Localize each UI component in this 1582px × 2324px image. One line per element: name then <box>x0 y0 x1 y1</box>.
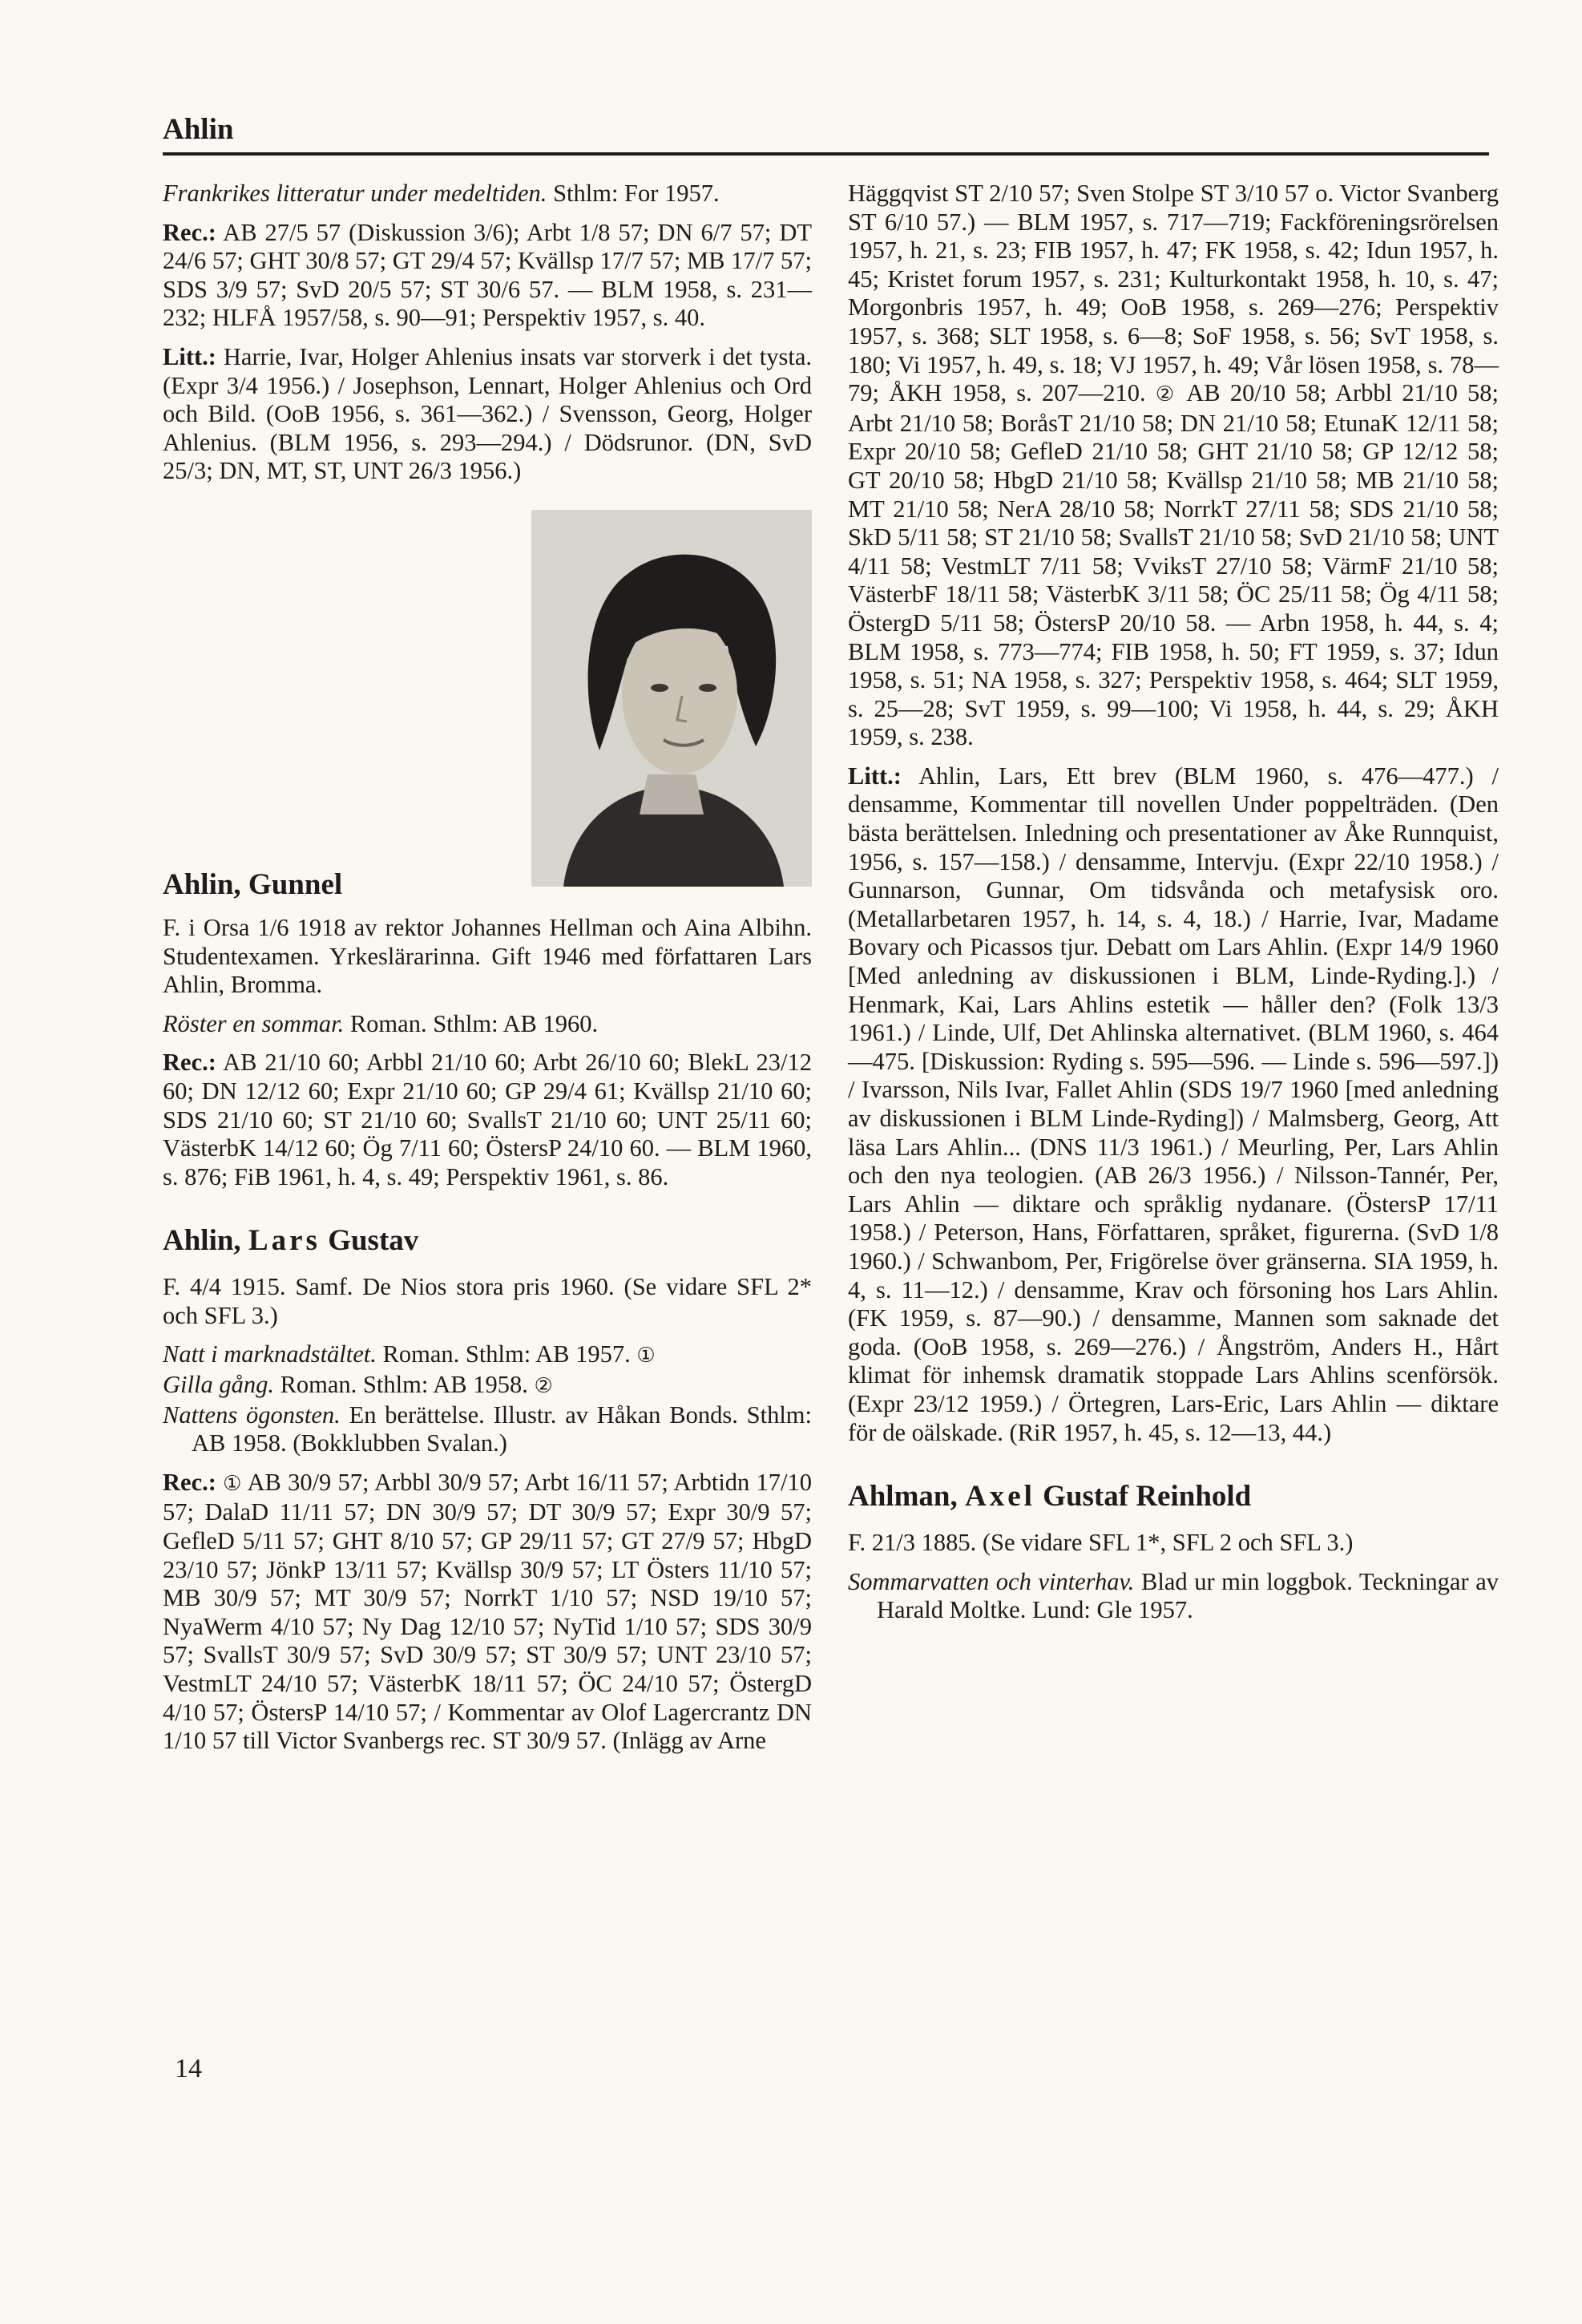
work-title: Sommarvatten och vinterhav. <box>848 1567 1135 1595</box>
work-details: Blad ur min loggbok. Teckningar av Harald Moltke. Lund: Gle 1957. <box>877 1567 1499 1624</box>
work-details: Roman. Sthlm: AB 1957. <box>376 1340 637 1368</box>
work-entry <box>848 1568 1499 1625</box>
literature-paragraph <box>163 343 812 486</box>
literature-text: Ahlin, Lars, Ett brev (BLM 1960, s. 476—477.) / densamme, Kommentar till novellen Under poppelträden. (Den bästa berättelsen. Inledning och presentationer av Åke Runnquist, 1956, s. 157—158.) / densamme, Intervju. (Expr 22/10 1958.) / Gunnarson, Gunnar, Om tidsvånda och metafysisk oro. (Metallarbetaren 1957, h. 14, s. 4, 18.) / Harrie, Ivar, Madame Bovary och Picassos tjur. Debatt om Lars Ahlin. (Expr 14/9 1960 [Med anledning av diskussionen i BLM, Linde-Ryding.].) / Henmark, Kai, Lars Ahlins estetik — håller den? (Folk 13/3 1961.) / Linde, Ulf, Det Ahlinska alternativet. (BLM 1960, s. 464—475. [Diskussion: Ryding s. 595—596. — Linde s. 596—597.]) / Ivarsson, Nils Ivar, Fallet Ahlin (SDS 19/7 1960 [med anledning av diskussionen i BLM Linde-Ryding]) / Malmsberg, Georg, Att läsa Lars Ahlin... (DNS 11/3 1961.) / Meurling, Per, Lars Ahlin och den nya teologien. (AB 26/3 1956.) / Nilsson-Tannér, Per, Lars Ahlin — diktare och språklig nydanare. (ÖstersP 17/11 1958.) / Peterson, Hans, Författaren, språket, figurerna. (SvD 1/8 1960.) / Schwanbom, Per, Frigörelse över gränserna. SIA 1959, h. 4, s. 11—12.) / densamme, Krav och försoning hos Lars Ahlin. (FK 1959, s. 87—90.) / densamme, Mannen som saknade det goda. (OoB 1958, s. 269—276.) / Ångström, Anders H., Hårt klimat för inhemsk dramatik stoppade Lars Ahlins scenförsök. (Expr 23/12 1959.) / Örtegren, Lars-Eric, Lars Ahlin — diktare för de oälskade. (RiR 1957, h. 45, s. 12—13, 44.) <box>848 762 1499 1446</box>
literature-text: Harrie, Ivar, Holger Ahlenius insats var storverk i det tysta. (Expr 3/4 1956.) / Josephson, Lennart, Holger Ahlenius och Ord och Bild. (OoB 1956, s. 361—362.) / Svensson, Georg, Holger Ahlenius. (BLM 1956, s. 293—294.) / Dödsrunor. (DN, SvD 25/3; DN, MT, ST, UNT 26/3 1956.) <box>163 342 812 485</box>
left-column <box>163 180 812 1766</box>
portrait-photo <box>531 510 812 887</box>
reviews-paragraph <box>163 1049 812 1191</box>
rec-label: Rec.: <box>163 1468 216 1496</box>
author-heading-gunnel: Ahlin, Gunnel <box>163 868 343 902</box>
literature-paragraph <box>848 762 1499 1447</box>
portrait-illustration <box>531 510 812 887</box>
author-heading-lars <box>163 1223 812 1259</box>
rec-label: Rec.: <box>163 1049 216 1077</box>
reviews-paragraph <box>163 219 812 333</box>
work-title: Natt i marknadstältet. <box>163 1340 377 1368</box>
work-details: Roman. Sthlm: AB 1958. <box>273 1371 535 1399</box>
work-title: Frankrikes litteratur under medeltiden. <box>163 180 547 207</box>
running-head: Ahlin <box>163 113 234 146</box>
author-bio: F. i Orsa 1/6 1918 av rektor Johannes Hellman och Aina Albihn. Studentexamen. Yrkeslärarinna. Gift 1946 med författaren Lars Ahlin, Bromma. <box>163 913 812 999</box>
circled-two-marker: ② <box>534 1374 553 1399</box>
author-bio: F. 21/3 1885. (Se vidare SFL 1*, SFL 2 och SFL 3.) <box>848 1529 1354 1557</box>
heading-given-name: Axel <box>964 1480 1035 1514</box>
work-title: Röster en sommar. <box>163 1009 345 1037</box>
author-bio: F. 4/4 1915. Samf. De Nios stora pris 1960. (Se vidare SFL 2* och SFL 3.) <box>163 1273 812 1329</box>
reviews-text: AB 21/10 60; Arbbl 21/10 60; Arbt 26/10 60; BlekL 23/12 60; DN 12/12 60; Expr 21/10 60; GP 29/4 61; Kvällsp 21/10 60; SDS 21/10 60; ST 21/10 60; SvallsT 21/10 60; UNT 25/11 60; VästerbK 14/12 60; Ög 7/11 60; ÖstersP 24/10 60. — BLM 1960, s. 876; FiB 1961, h. 4, s. 49; Perspektiv 1961, s. 86. <box>163 1049 812 1190</box>
heading-surname: Ahlman, <box>848 1480 965 1514</box>
work-title: Nattens ögonsten. <box>163 1400 341 1429</box>
heading-given-name: Lars <box>248 1224 321 1258</box>
reviews-paragraph <box>163 1469 812 1756</box>
work-entry <box>163 1401 812 1458</box>
work-entry <box>163 1340 812 1371</box>
circled-one-marker: ① <box>636 1344 656 1368</box>
work-title: Gilla gång. <box>163 1371 274 1399</box>
work-entry <box>163 1371 812 1401</box>
reviews-text: AB 27/5 57 (Diskussion 3/6); Arbt 1/8 57; DN 6/7 57; DT 24/6 57; GHT 30/8 57; GT 29/4 57; Kvällsp 17/7 57; MB 17/7 57; SDS 3/9 57; SvD 20/5 57; ST 30/6 57. — BLM 1958, s. 231—232; HLFÅ 1957/58, s. 90—91; Perspektiv 1957, s. 40. <box>163 218 812 332</box>
entry-paragraph <box>163 180 812 208</box>
work-entry <box>163 1010 812 1039</box>
work-details: Sthlm: For 1957. <box>547 180 720 207</box>
header-rule <box>163 152 1489 156</box>
reviews-text: AB 30/9 57; Arbbl 30/9 57; Arbt 16/11 57; Arbtidn 17/10 57; DalaD 11/11 57; DN 30/9 57; DT 30/9 57; Expr 30/9 57; GefleD 5/11 57; GHT 8/10 57; GP 29/11 57; GT 27/9 57; HbgD 23/10 57; JönkP 13/11 57; Kvällsp 30/9 57; LT Östers 11/10 57; MB 30/9 57; MT 30/9 57; NorrkT 1/10 57; NSD 19/10 57; NyaWerm 4/10 57; Ny Dag 12/10 57; NyTid 1/10 57; SDS 30/9 57; SvallsT 30/9 57; SvD 30/9 57; ST 30/9 57; UNT 23/10 57; VestmLT 24/10 57; VästerbK 18/11 57; ÖC 24/10 57; ÖstergD 4/10 57; ÖstersP 14/10 57; / Kommentar av Olof Lagercrantz DN 1/10 57 till Victor Svanbergs rec. ST 30/9 57. (Inlägg av Arne <box>163 1468 812 1755</box>
heading-rest: Gustaf Reinhold <box>1035 1480 1252 1514</box>
heading-rest: Gustav <box>320 1224 419 1258</box>
litt-label: Litt.: <box>163 342 216 370</box>
circled-one-marker: ① <box>223 1471 242 1496</box>
circled-two-marker: ② <box>1155 382 1178 407</box>
work-details: En berättelse. Illustr. av Håkan Bonds. Sthlm: AB 1958. (Bokklubben Svalan.) <box>192 1400 812 1457</box>
litt-label: Litt.: <box>848 762 902 790</box>
reviews-text: Häggqvist ST 2/10 57; Sven Stolpe ST 3/10 57 o. Victor Svanberg ST 6/10 57.) — BLM 1957, s. 717—719; Fackföreningsrörelsen 1957, h. 21, s. 23; FIB 1957, h. 47; FK 1958, s. 42; Idun 1957, h. 45; Kristet forum 1957, s. 231; Kulturkontakt 1958, h. 10, s. 47; Morgonbris 1957, h. 49; OoB 1958, s. 269—276; Perspektiv 1957, s. 368; SLT 1958, s. 6—8; SoF 1958, s. 56; SvT 1958, s. 180; Vi 1957, h. 49, s. 18; VJ 1957, h. 49; Vår lösen 1958, s. 78—79; ÅKH 1958, s. 207—210. <box>848 180 1499 407</box>
reviews-text: AB 20/10 58; Arbbl 21/10 58; Arbt 21/10 58; BoråsT 21/10 58; DN 21/10 58; EtunaK 12/11 58; Expr 20/10 58; GefleD 21/10 58; GHT 21/10 58; GP 12/12 58; GT 20/10 58; HbgD 21/10 58; Kvällsp 21/10 58; MB 21/10 58; MT 21/10 58; NerA 28/10 58; NorrkT 27/11 58; SDS 21/10 58; SkD 5/11 58; ST 21/10 58; SvallsT 21/10 58; SvD 21/10 58; UNT 4/11 58; VestmLT 7/11 58; VviksT 27/10 58; VärmF 21/10 58; VästerbF 18/11 58; VästerbK 3/11 58; ÖC 25/11 58; Ög 4/11 58; ÖstergD 5/11 58; ÖstersP 20/10 58. — Arbn 1958, h. 44, s. 4; BLM 1958, s. 773—774; FIB 1958, h. 50; FT 1959, s. 37; Idun 1958, s. 51; NA 1958, s. 327; Perspektiv 1958, s. 464; SLT 1959, s. 25—28; SvT 1959, s. 99—100; Vi 1958, h. 44, s. 29; ÅKH 1959, s. 238. <box>848 379 1499 751</box>
work-details: Roman. Sthlm: AB 1960. <box>344 1009 599 1037</box>
right-column <box>848 180 1499 1635</box>
page-number: 14 <box>175 2054 202 2084</box>
reviews-continued <box>848 180 1499 752</box>
rec-label: Rec.: <box>163 218 216 246</box>
heading-surname: Ahlin, <box>163 1224 248 1258</box>
portrait-block <box>163 510 812 902</box>
author-heading-ahlman <box>848 1479 1499 1514</box>
